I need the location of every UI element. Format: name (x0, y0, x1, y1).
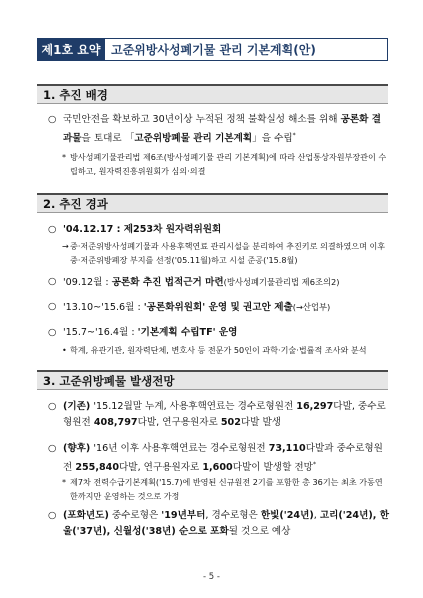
summary-header (37, 38, 388, 61)
summary-number-badge: 제1호 요약 (37, 38, 105, 61)
page-number: - 5 - (203, 572, 220, 582)
note-progress-2: • 학계, 유관기관, 원자력단체, 변호사 등 전문가 50인이 과학·기술·법률적 조사와 분석 (62, 345, 367, 355)
section-heading-progress: 2. 추진 경과 (37, 193, 388, 213)
section-heading-background: 1. 추진 배경 (37, 84, 388, 104)
bullet-progress-1: ○ '04.12.17 : 제253차 원자력위원회 (48, 224, 222, 235)
summary-title: 고준위방사성폐기물 관리 기본계획(안) (105, 38, 388, 61)
bullet-background-1: ○ 국민안전을 확보하고 30년이상 누적된 정책 불확실성 해소를 위해 공론화 결과물을 토대로 「고준위방폐물 관리 기본계획」을 수립* (48, 114, 381, 145)
bullet-forecast-1: ○ (기존) '15.12월말 누계, 사용후핵연료는 경수로형원전 16,297다발, 중수로형원전 408,797다발, 연구용원자로 502다발 발생 (48, 401, 386, 428)
bullet-forecast-2: ○ (향후) '16년 이후 사용후핵연료는 경수로형원전 73,110다발과 중수로형원전 255,840다발, 연구용원자로 1,600다발이 발생할 전망* (48, 443, 383, 474)
note-forecast-1: * 제7차 전력수급기본계획('15.7)에 반영된 신규원전 2기를 포함한 총 36기는 최초 가동연한까지만 운영하는 것으로 가정 (62, 477, 383, 501)
note-progress-1: → 중·저준위방사성폐기물과 사용후핵연료 관리시설을 분리하여 추진키로 의결하였으며 이후 중·저준위방폐장 부지를 선정('05.11월)하고 시설 준공('15.8월) (62, 241, 386, 265)
bullet-progress-2: ○ '09.12월 : 공론화 추진 법적근거 마련(방사성폐기물관리법 제6조의2) (48, 276, 340, 288)
bullet-progress-3: ○ '13.10~'15.6월 : '공론화위원회' 운영 및 권고안 제출(→산업부) (48, 301, 331, 313)
section-heading-forecast: 3. 고준위방폐물 발생전망 (37, 370, 388, 390)
bullet-forecast-3: ○ (포화년도) 중수로형은 '19년부터, 경수로형은 한빛('24년), 고리('24년), 한울('37년), 신월성('38년) 순으로 포화될 것으로 예상 (48, 510, 389, 537)
bullet-progress-4: ○ '15.7~'16.4월 : '기본계획 수립TF' 운영 (48, 327, 238, 338)
note-background-1: * 방사성폐기물관리법 제6조(방사성폐기물 관리 기본계획)에 따라 산업통상자원부장관이 수립하고, 원자력진흥위원회가 심의·의결 (62, 152, 387, 176)
